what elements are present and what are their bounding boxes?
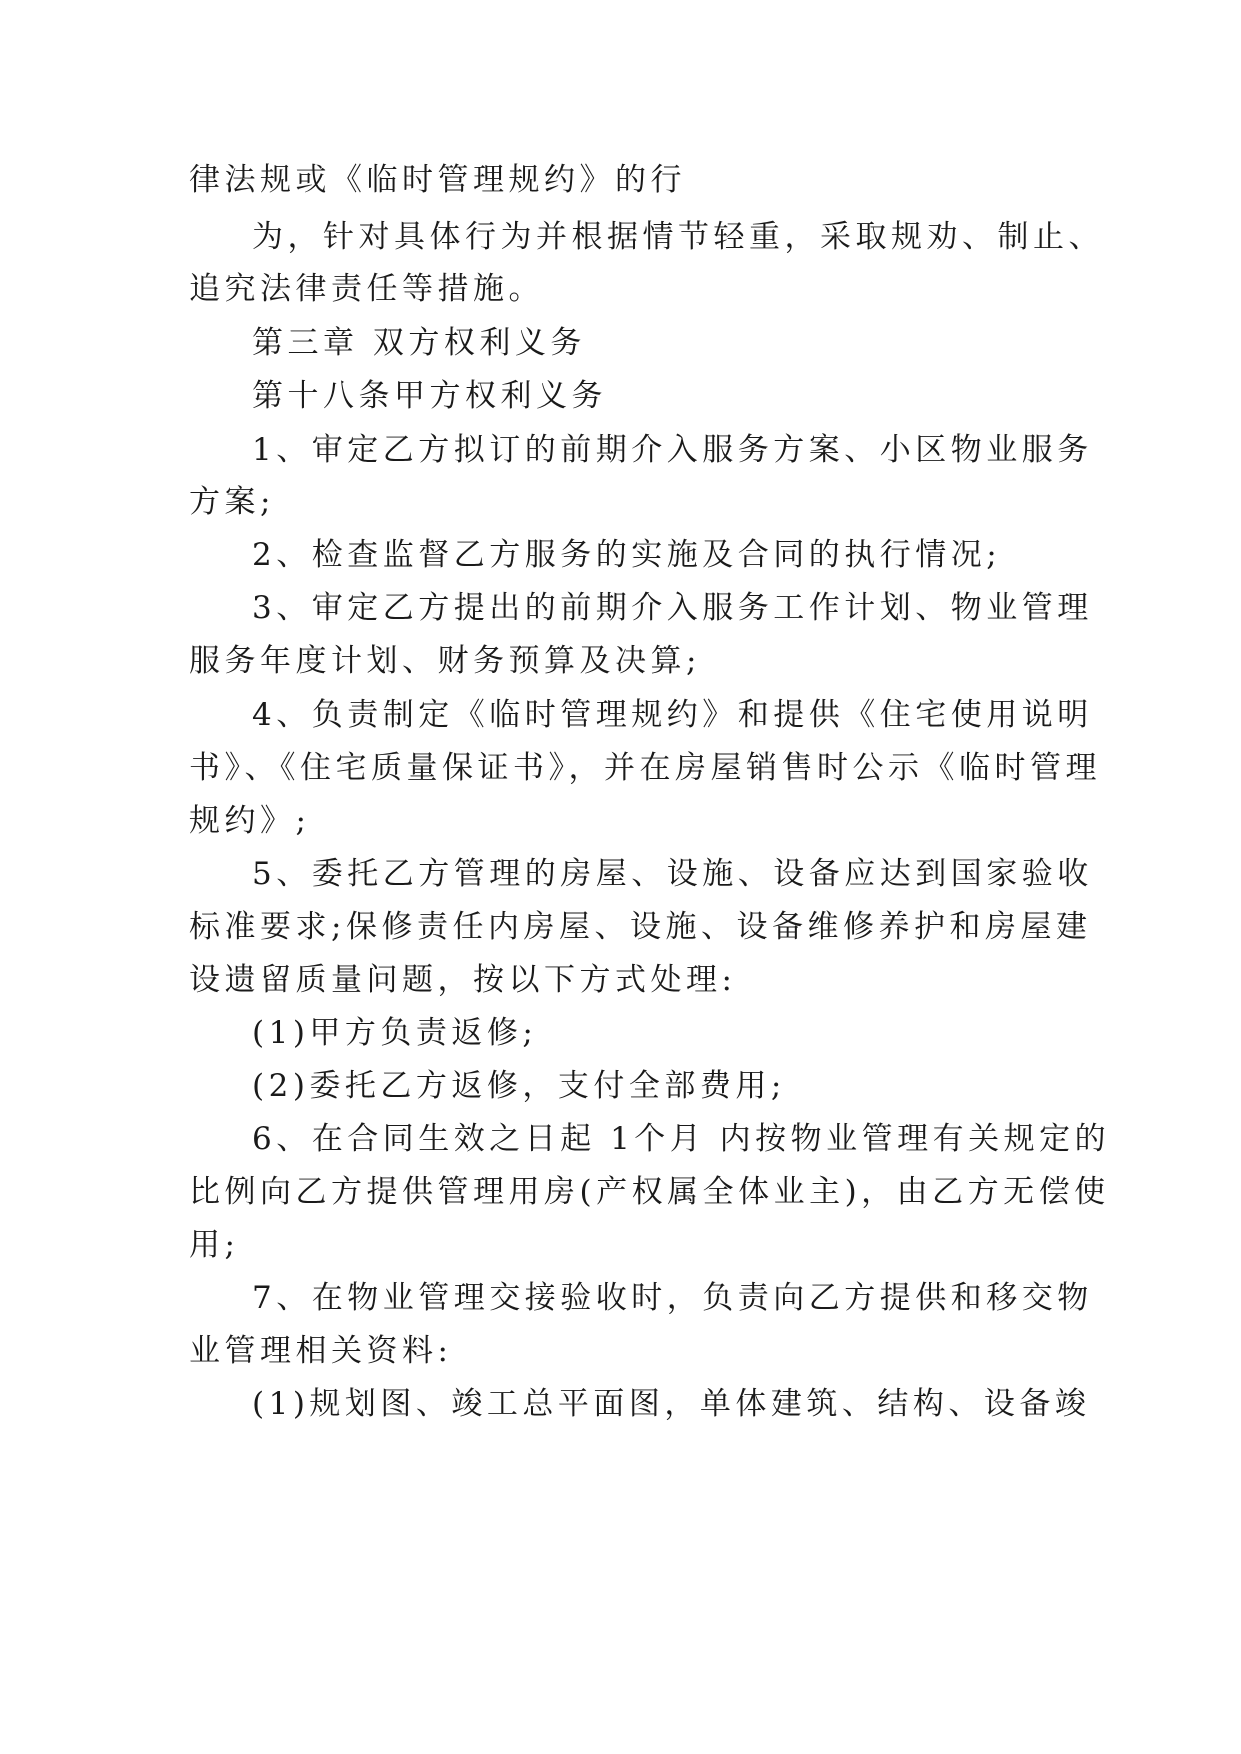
text-line: 7、在物业管理交接验收时，负责向乙方提供和移交物 — [252, 1280, 1093, 1316]
text-line: 律法规或《临时管理规约》的行 — [189, 162, 686, 198]
text-line: 追究法律责任等措施。 — [189, 271, 544, 307]
article-heading: 第十八条甲方权利义务 — [252, 378, 607, 414]
text-line: 2、检查监督乙方服务的实施及合同的执行情况; — [252, 537, 1002, 573]
text-line: 服务年度计划、财务预算及决算; — [189, 643, 701, 679]
text-line: (1)规划图、竣工总平面图，单体建筑、结构、设备竣 — [252, 1386, 1091, 1422]
text-line: 标准要求;保修责任内房屋、设施、设备维修养护和房屋建 — [189, 909, 1092, 945]
text-line: 规约》; — [189, 803, 311, 839]
text-line: (1)甲方负责返修; — [252, 1015, 538, 1051]
text-line: 1、审定乙方拟订的前期介入服务方案、小区物业服务 — [252, 432, 1093, 468]
text-line: 6、在合同生效之日起 1个月 内按物业管理有关规定的 — [252, 1121, 1111, 1157]
text-line: 比例向乙方提供管理用房(产权属全体业主)，由乙方无偿使 — [189, 1174, 1110, 1210]
text-line: 方案; — [189, 484, 275, 520]
text-line: 设遗留质量问题，按以下方式处理: — [189, 962, 737, 998]
text-line: (2)委托乙方返修，支付全部费用; — [252, 1068, 786, 1104]
text-line: 4、负责制定《临时管理规约》和提供《住宅使用说明 — [252, 697, 1093, 733]
text-line: 3、审定乙方提出的前期介入服务工作计划、物业管理 — [252, 590, 1093, 626]
text-line: 5、委托乙方管理的房屋、设施、设备应达到国家验收 — [252, 856, 1093, 892]
chapter-heading: 第三章 双方权利义务 — [252, 325, 586, 361]
text-line: 为，针对具体行为并根据情节轻重，采取规劝、制止、 — [252, 219, 1104, 255]
text-line: 书》、《住宅质量保证书》，并在房屋销售时公示《临时管理 — [189, 750, 1101, 786]
text-line: 业管理相关资料: — [189, 1333, 453, 1369]
text-line: 用; — [189, 1227, 240, 1263]
